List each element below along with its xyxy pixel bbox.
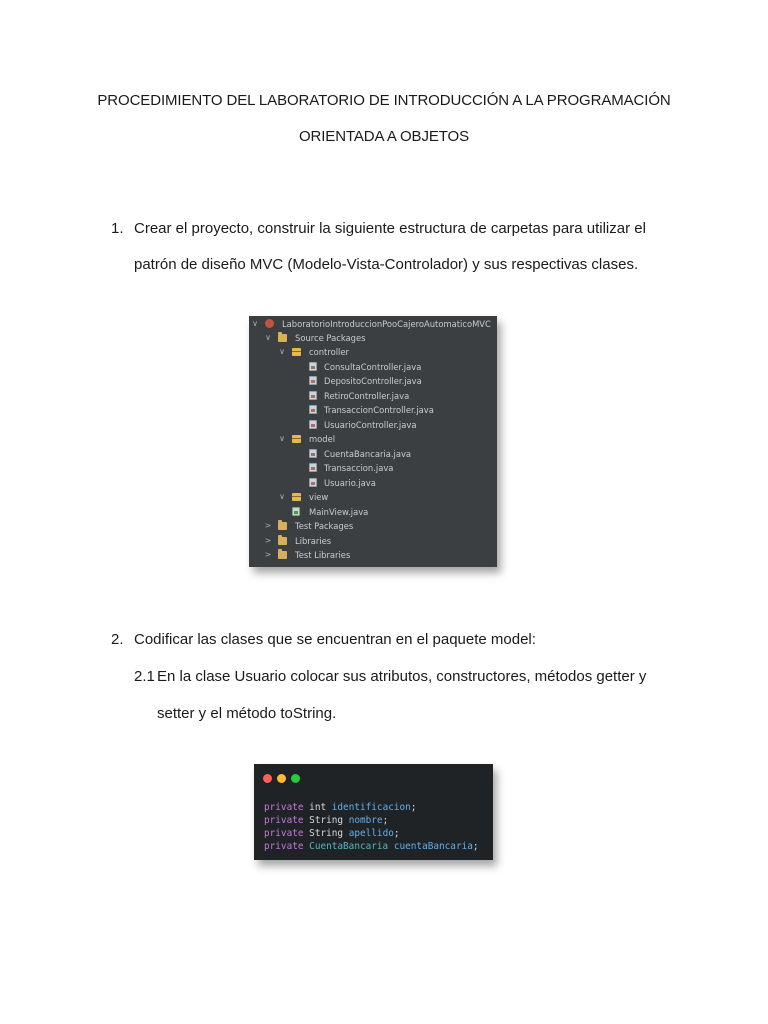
tree-label-file: Transaccion.java bbox=[324, 463, 394, 473]
chevron-down-icon: ∨ bbox=[279, 347, 285, 356]
tree-label-model: model bbox=[309, 434, 336, 444]
step-2-text: Codificar las clases que se encuentran en el paquete model: bbox=[134, 631, 536, 648]
java-file-icon bbox=[309, 391, 317, 400]
tree-row-libraries bbox=[249, 534, 497, 548]
java-file-icon bbox=[309, 420, 317, 429]
window-minimize-dot-icon bbox=[277, 774, 286, 783]
code-line: private CuentaBancaria cuentaBancaria; bbox=[264, 841, 479, 852]
code-line: private String apellido; bbox=[264, 828, 400, 839]
chevron-down-icon: ∨ bbox=[265, 333, 271, 342]
tree-row-source-packages bbox=[249, 331, 497, 345]
tree-label-file: MainView.java bbox=[309, 507, 369, 517]
package-icon bbox=[292, 493, 301, 501]
tree-row-view bbox=[249, 490, 497, 504]
java-file-icon bbox=[309, 463, 317, 472]
tree-row-controller bbox=[249, 345, 497, 359]
tree-label-test-packages: Test Packages bbox=[295, 521, 354, 531]
document-title-line-2: ORIENTADA A OBJETOS bbox=[298, 128, 470, 145]
tree-label-file: ConsultaController.java bbox=[324, 362, 422, 372]
library-folder-icon bbox=[278, 551, 287, 559]
tree-row-test-libraries bbox=[249, 548, 497, 562]
tree-row-file bbox=[249, 461, 497, 475]
code-line: private int identificacion; bbox=[264, 802, 417, 813]
tree-row-file bbox=[249, 360, 497, 374]
java-file-icon bbox=[309, 376, 317, 385]
tree-label-file: UsuarioController.java bbox=[324, 420, 417, 430]
step-1-text-line-1: Crear el proyecto, construir la siguiente estructura de carpetas para utilizar el bbox=[134, 220, 646, 237]
tree-row-file bbox=[249, 389, 497, 403]
tree-label-source-packages: Source Packages bbox=[295, 333, 366, 343]
tree-row-file bbox=[249, 476, 497, 490]
tree-row-model bbox=[249, 432, 497, 446]
tree-label-view: view bbox=[309, 492, 329, 502]
tree-row-file bbox=[249, 374, 497, 388]
window-close-dot-icon bbox=[263, 774, 272, 783]
java-file-icon bbox=[309, 449, 317, 458]
chevron-down-icon: ∨ bbox=[252, 319, 258, 328]
tree-label-file: DepositoController.java bbox=[324, 376, 422, 386]
java-project-icon bbox=[265, 319, 274, 328]
document-title-line-1: PROCEDIMIENTO DEL LABORATORIO DE INTRODUCCIÓN A LA PROGRAMACIÓN bbox=[97, 92, 671, 109]
step-1-number: 1. bbox=[111, 220, 124, 237]
tree-row-file bbox=[249, 447, 497, 461]
tree-label-controller: controller bbox=[309, 347, 349, 357]
tree-row-file bbox=[249, 505, 497, 519]
step-2-1-text-line-2: setter y el método toString. bbox=[157, 705, 337, 722]
window-maximize-dot-icon bbox=[291, 774, 300, 783]
code-line: private String nombre; bbox=[264, 815, 389, 826]
chevron-down-icon: ∨ bbox=[279, 434, 285, 443]
project-tree-screenshot bbox=[249, 316, 497, 567]
library-folder-icon bbox=[278, 537, 287, 545]
tree-row-test-packages bbox=[249, 519, 497, 533]
step-1-text-line-2: patrón de diseño MVC (Modelo-Vista-Controlador) y sus respectivas clases. bbox=[134, 256, 639, 273]
tree-label-file: RetiroController.java bbox=[324, 391, 410, 401]
java-file-icon bbox=[309, 405, 317, 414]
chevron-right-icon: > bbox=[264, 536, 272, 545]
tree-label-file: Usuario.java bbox=[324, 478, 376, 488]
tree-label-libraries: Libraries bbox=[295, 536, 332, 546]
step-2-1-number: 2.1 bbox=[134, 668, 155, 685]
tree-row-file bbox=[249, 418, 497, 432]
tree-label-test-libraries: Test Libraries bbox=[295, 550, 351, 560]
code-snippet-screenshot bbox=[254, 764, 493, 860]
folder-icon bbox=[278, 334, 287, 342]
tree-row-project bbox=[249, 317, 497, 331]
tree-label-file: CuentaBancaria.java bbox=[324, 449, 412, 459]
package-icon bbox=[292, 435, 301, 443]
main-class-file-icon bbox=[292, 507, 300, 516]
package-icon bbox=[292, 348, 301, 356]
java-file-icon bbox=[309, 478, 317, 487]
tree-row-file bbox=[249, 403, 497, 417]
tree-label-project: LaboratorioIntroduccionPooCajeroAutomaticoMVC bbox=[282, 319, 491, 329]
chevron-right-icon: > bbox=[264, 550, 272, 559]
step-2-1-text-line-1: En la clase Usuario colocar sus atributos, constructores, métodos getter y bbox=[157, 668, 647, 685]
java-file-icon bbox=[309, 362, 317, 371]
tree-label-file: TransaccionController.java bbox=[324, 405, 434, 415]
chevron-right-icon: > bbox=[264, 521, 272, 530]
step-2-number: 2. bbox=[111, 631, 124, 648]
chevron-down-icon: ∨ bbox=[279, 492, 285, 501]
folder-icon bbox=[278, 522, 287, 530]
